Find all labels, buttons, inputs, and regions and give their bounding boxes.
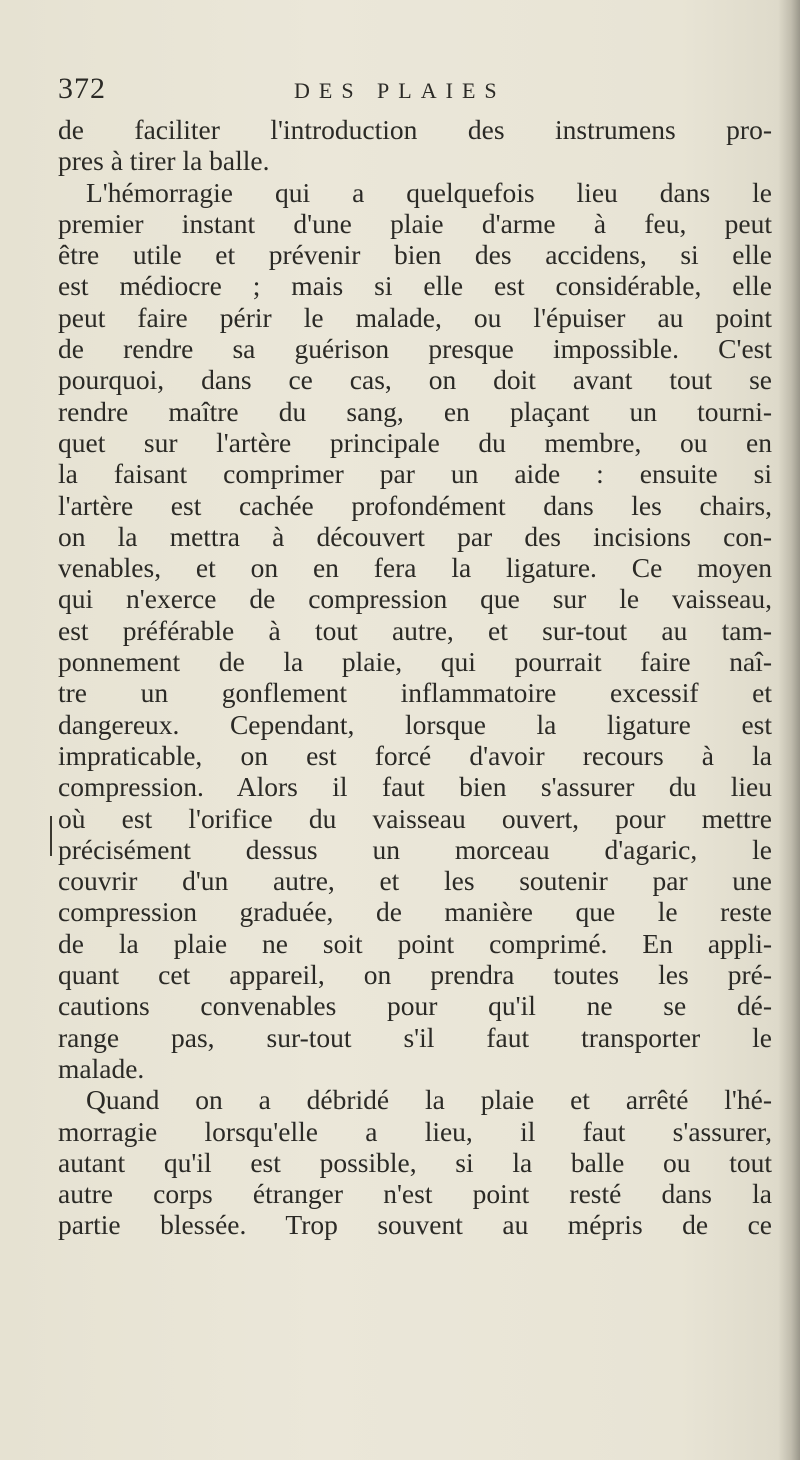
text-line: quet sur l'artère principale du membre, ou en — [58, 426, 772, 458]
text-line: tre un gonflement inflammatoire excessif et — [58, 677, 772, 709]
text-line: cautions convenables pour qu'il ne se dé- — [58, 990, 772, 1022]
text-line: quant cet appareil, on prendra toutes les pré- — [58, 959, 772, 991]
text-line: est médiocre ; mais si elle est considérable, elle — [58, 270, 772, 302]
text-line: impraticable, on est forcé d'avoir recours à la — [58, 739, 772, 771]
text-line: L'hémorragie qui a quelquefois lieu dans le — [86, 176, 772, 208]
text-line: venables, et on en fera la ligature. Ce moyen — [58, 552, 772, 584]
text-line: précisément dessus un morceau d'agaric, le — [58, 833, 772, 865]
text-line: de la plaie ne soit point comprimé. En appli- — [58, 927, 772, 959]
text-line: range pas, sur-tout s'il faut transporter le — [58, 1021, 772, 1053]
text-line: de rendre sa guérison presque impossible. C'est — [58, 333, 772, 365]
text-line: la faisant comprimer par un aide : ensuite si — [58, 458, 772, 490]
text-line: morragie lorsqu'elle a lieu, il faut s'assurer, — [58, 1115, 772, 1147]
text-line: ponnement de la plaie, qui pourrait faire naî- — [58, 646, 772, 678]
text-line: de faciliter l'introduction des instrumens pro- — [58, 114, 772, 145]
text-line: on la mettra à découvert par des incisions con- — [58, 520, 772, 552]
text-line: rendre maître du sang, en plaçant un tourni- — [58, 395, 772, 427]
text-line: pourquoi, dans ce cas, on doit avant tout se — [58, 364, 772, 396]
text-line: pres à tirer la balle. — [58, 145, 270, 177]
text-line: est préférable à tout autre, et sur-tout au tam- — [58, 614, 772, 646]
text-line: compression graduée, de manière que le reste — [58, 896, 772, 928]
text-line: compression. Alors il faut bien s'assurer du lieu — [58, 771, 772, 803]
running-head: DES PLAIES — [294, 78, 506, 103]
text-line: être utile et prévenir bien des accidens, si elle — [58, 239, 772, 271]
body-text — [58, 114, 772, 1241]
text-line: partie blessée. Trop souvent au mépris de ce — [58, 1209, 772, 1241]
text-line: couvrir d'un autre, et les soutenir par une — [58, 865, 772, 897]
text-line: autre corps étranger n'est point resté dans la — [58, 1178, 772, 1210]
text-line: où est l'orifice du vaisseau ouvert, pour mettre — [58, 802, 772, 834]
page-binding-edge — [778, 0, 800, 1460]
text-line: Quand on a débridé la plaie et arrêté l'hé- — [86, 1084, 772, 1116]
page-header — [58, 70, 758, 110]
text-line: l'artère est cachée profondément dans les chairs, — [58, 489, 772, 521]
text-line: autant qu'il est possible, si la balle ou tout — [58, 1146, 772, 1178]
text-line: peut faire périr le malade, ou l'épuiser au point — [58, 301, 772, 333]
text-line: premier instant d'une plaie d'arme à feu, peut — [58, 207, 772, 239]
page-number: 372 — [58, 72, 106, 105]
text-line: dangereux. Cependant, lorsque la ligature est — [58, 708, 772, 740]
text-line: malade. — [58, 1052, 145, 1084]
text-line: qui n'exerce de compression que sur le vaisseau, — [58, 583, 772, 615]
